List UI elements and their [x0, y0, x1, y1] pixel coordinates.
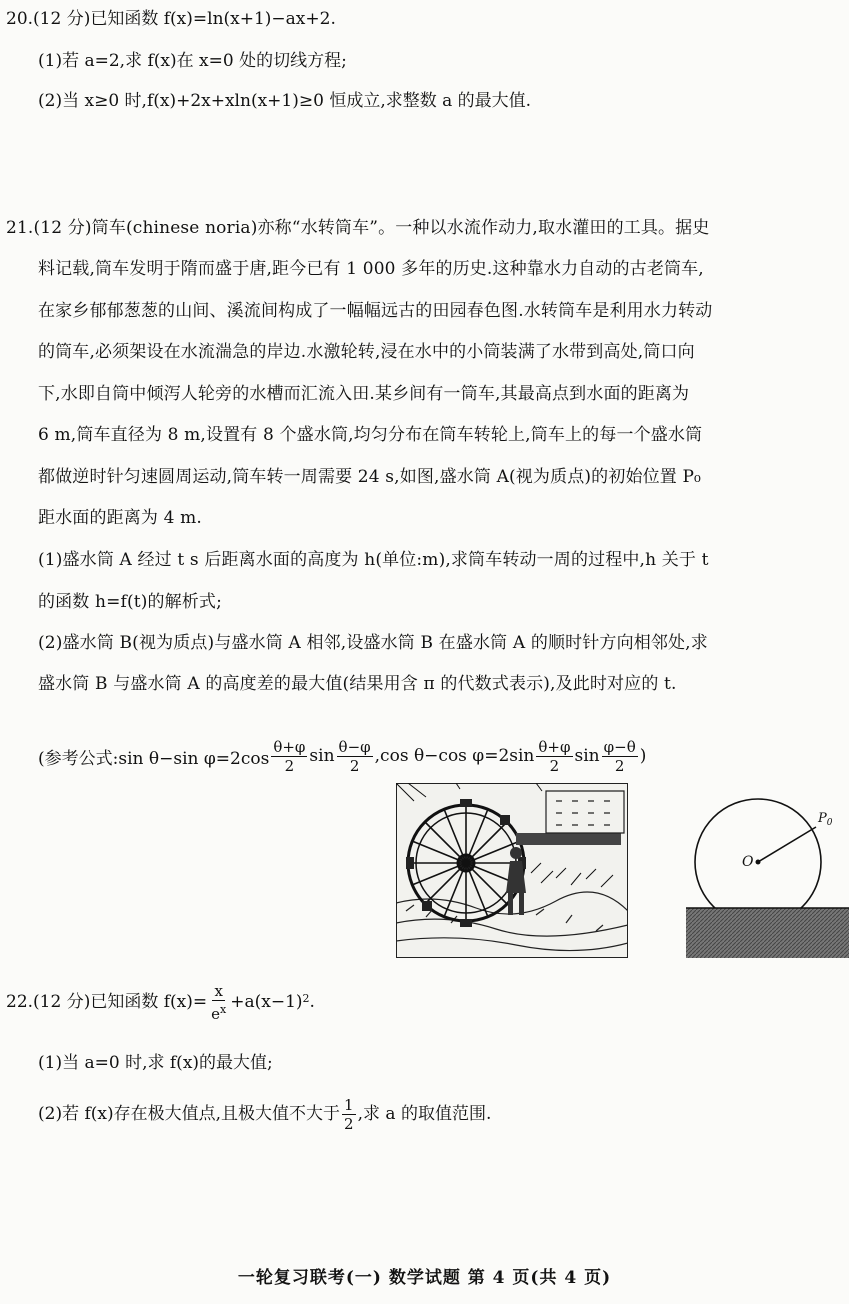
- q22-stem: [6, 980, 315, 1024]
- label-P0: $P_0$: [818, 811, 833, 828]
- q21-line-2: 料记载,筒车发明于隋而盛于唐,距今已有 1 000 多年的历史.这种靠水力自动的古老筒车,: [38, 259, 704, 279]
- page-footer: 一轮复习联考(一) 数学试题 第 4 页(共 4 页): [237, 1268, 612, 1288]
- formula-frac-3: [536, 738, 572, 775]
- frac-3-den: 2: [549, 756, 560, 775]
- q21-line-8: 距水面的距离为 4 m.: [38, 508, 202, 528]
- formula-open: (参考公式:sin θ−sin φ=2cos: [38, 748, 270, 769]
- q22-stem-end: .: [309, 992, 315, 1012]
- label-O: O: [742, 854, 754, 870]
- q21-line-10: 的函数 h=f(t)的解析式;: [38, 592, 222, 612]
- frac-2-num: θ−φ: [338, 737, 371, 756]
- frac-3-num: θ+φ: [538, 737, 571, 756]
- formula-mid-1: sin: [309, 746, 335, 766]
- center-point: [756, 860, 761, 865]
- formula-mid-3: sin: [574, 746, 600, 766]
- q22-frac-den: $e^x$: [211, 1002, 227, 1023]
- q22-part2-frac-num: 1: [344, 1095, 354, 1114]
- q22-frac-num: x: [214, 981, 223, 1000]
- noria-circle-diagram: [684, 790, 849, 958]
- q22-part2: [38, 1092, 491, 1136]
- q21-line-6: 6 m,筒车直径为 8 m,设置有 8 个盛水筒,均匀分布在筒车转轮上,筒车上的每一个盛水筒: [38, 425, 703, 445]
- q22-part2-post: ,求 a 的取值范围.: [357, 1104, 492, 1124]
- formula-frac-1: [271, 738, 307, 775]
- formula-mid-2: ,cos θ−cos φ=2sin: [374, 746, 535, 766]
- frac-4-den: 2: [614, 756, 625, 775]
- q21-line-9: (1)盛水筒 A 经过 t s 后距离水面的高度为 h(单位:m),求筒车转动一周的过程中,h 关于 t: [38, 550, 709, 570]
- q22-stem-sup: 2: [302, 992, 310, 1005]
- q22-stem-post: +a(x−1): [230, 992, 303, 1012]
- frac-2-den: 2: [349, 756, 360, 775]
- frac-1-num: θ+φ: [273, 737, 306, 756]
- q21-line-3: 在家乡郁郁葱葱的山间、溪流间构成了一幅幅远古的田园春色图.水转筒车是利用水力转动: [38, 301, 713, 321]
- q22-part2-pre: (2)若 f(x)存在极大值点,且极大值不大于: [38, 1104, 341, 1124]
- q20-stem: 20.(12 分)已知函数 f(x)=ln(x+1)−ax+2.: [6, 9, 336, 29]
- q20-part2: (2)当 x≥0 时,f(x)+2x+xln(x+1)≥0 恒成立,求整数 a 的最大值.: [38, 91, 532, 111]
- q22-part2-frac-den: 2: [344, 1114, 354, 1133]
- formula-close: ): [639, 746, 647, 766]
- q21-line-11: (2)盛水筒 B(视为质点)与盛水筒 A 相邻,设盛水筒 B 在盛水筒 A 的顺时针方向相邻处,求: [38, 633, 708, 653]
- frac-1-den: 2: [284, 756, 295, 775]
- formula-frac-2: [337, 738, 373, 775]
- q22-frac: [209, 982, 228, 1023]
- q22-stem-pre: 22.(12 分)已知函数 f(x)=: [6, 992, 208, 1012]
- q21-line-4: 的筒车,必须架设在水流湍急的岸边.水激轮转,浸在水中的小筒装满了水带到高处,筒口向: [38, 342, 695, 362]
- reference-formula: [38, 726, 646, 786]
- frac-4-num: φ−θ: [603, 737, 636, 756]
- q22-part2-frac: [342, 1096, 356, 1133]
- formula-frac-4: [602, 738, 638, 775]
- water-surface: [686, 908, 849, 958]
- noria-illustration: [396, 783, 628, 958]
- q21-line-7: 都做逆时针匀速圆周运动,筒车转一周需要 24 s,如图,盛水筒 A(视为质点)的初始位置 P₀: [38, 467, 702, 487]
- q22-part1: (1)当 a=0 时,求 f(x)的最大值;: [38, 1053, 273, 1073]
- q20-part1: (1)若 a=2,求 f(x)在 x=0 处的切线方程;: [38, 51, 347, 71]
- q21-line-1: 21.(12 分)筒车(chinese noria)亦称“水转筒车”。一种以水流作动力,取水灌田的工具。据史: [6, 218, 710, 238]
- q21-line-12: 盛水筒 B 与盛水筒 A 的高度差的最大值(结果用含 π 的代数式表示),及此时对应的 t.: [38, 674, 677, 694]
- q21-line-5: 下,水即自筒中倾泻人轮旁的水槽而汇流入田.某乡间有一筒车,其最高点到水面的距离为: [38, 384, 690, 404]
